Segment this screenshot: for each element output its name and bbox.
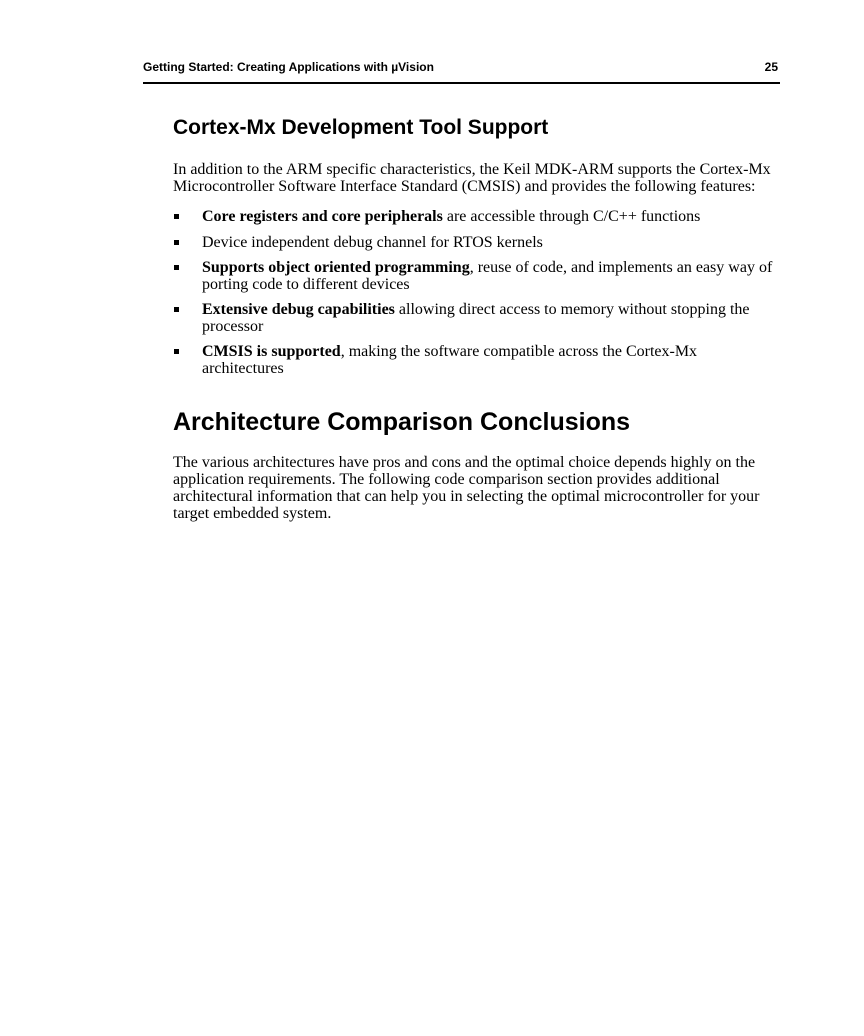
bullet-icon	[174, 307, 179, 312]
page-number: 25	[764, 60, 778, 74]
feature-text: , making the software compatible across the Cortex-Mx architectures	[202, 343, 698, 377]
list-item	[173, 209, 773, 226]
feature-text: are accessible through C/C++ functions	[442, 208, 701, 225]
feature-text: Device independent debug channel for RTOS kernels	[202, 233, 543, 251]
list-item	[173, 344, 773, 377]
feature-bold: Core registers and core peripherals	[202, 208, 443, 225]
feature-bold: Supports object oriented programming	[202, 259, 470, 276]
bullet-icon	[174, 265, 179, 270]
feature-text: allowing direct access to memory without stopping the processor	[202, 301, 750, 335]
section-heading-cortex: Cortex-Mx Development Tool Support	[173, 116, 549, 139]
list-item	[173, 302, 773, 335]
running-header	[143, 58, 780, 84]
conclusion-paragraph: The various architectures have pros and cons and the optimal choice depends highly on the application requirements. The following code comparison section provides additional architectural information that can help you in selecting the optimal microcontroller for your target embedded system.	[173, 454, 760, 522]
header-title: Getting Started: Creating Applications with µVision	[143, 60, 434, 74]
feature-bold: CMSIS is supported	[202, 343, 341, 360]
intro-paragraph: In addition to the ARM specific characteristics, the Keil MDK-ARM supports the Cortex-Mx Microcontroller Software Interface Standard (CMSIS) and provides the following features:	[173, 161, 771, 195]
list-item	[173, 260, 773, 293]
bullet-icon	[174, 349, 179, 354]
feature-text: , reuse of code, and implements an easy way of porting code to different devices	[202, 259, 773, 293]
feature-list	[173, 209, 773, 377]
bullet-icon	[174, 214, 179, 219]
section-heading-architecture: Architecture Comparison Conclusions	[173, 408, 631, 436]
list-item	[173, 235, 773, 252]
feature-bold: Extensive debug capabilities	[202, 301, 395, 318]
bullet-icon	[174, 240, 179, 245]
page-content	[173, 114, 773, 522]
